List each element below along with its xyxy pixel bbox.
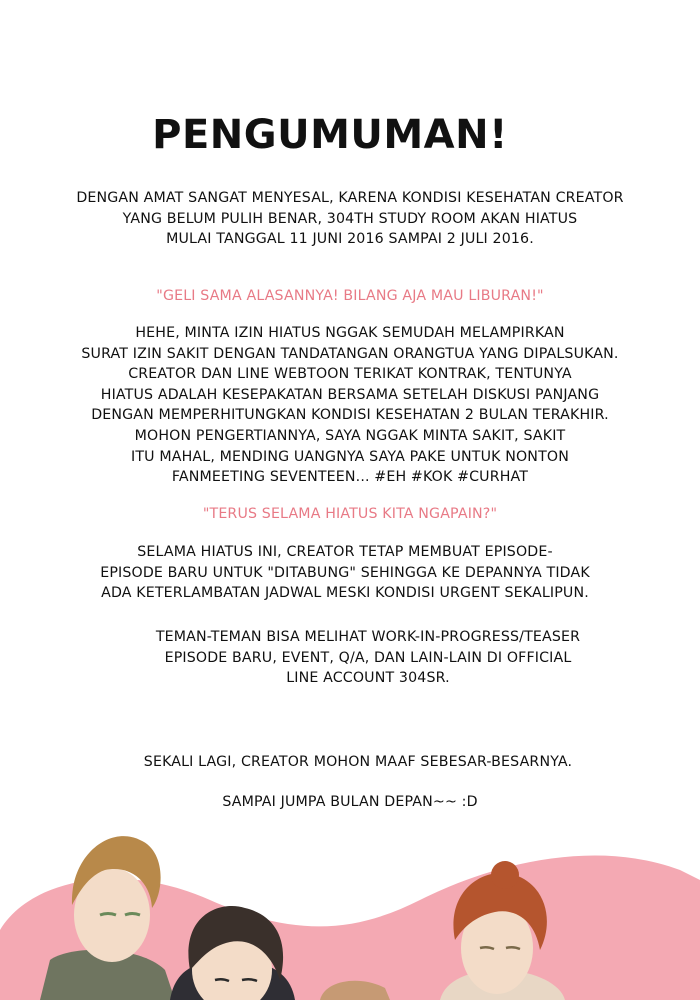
answer-2-line: ADA KETERLAMBATAN JADWAL MESKI KONDISI URGENT SEKALIPUN. [101,585,589,602]
answer-3-line: TEMAN-TEMAN BISA MELIHAT WORK-IN-PROGRESS/TEASER [155,629,581,645]
answer-2-line: SELAMA HIATUS INI, CREATOR TETAP MEMBUAT EPISODE- [137,544,553,560]
question-1: "GELI SAMA ALASANNYA! BILANG AJA MAU LIBURAN!" [156,288,544,304]
signoff: SAMPAI JUMPA BULAN DEPAN~~ :D [222,794,478,810]
closing-apology: SEKALI LAGI, CREATOR MOHON MAAF SEBESAR-BESARNYA. [143,754,573,770]
answer-1-line: FANMEETING SEVENTEEN... #EH #KOK #CURHAT [171,469,529,486]
answer-1-line: ITU MAHAL, MENDING UANGNYA SAYA PAKE UNTUK NONTON [131,448,569,465]
intro-line: MULAI TANGGAL 11 JUNI 2016 SAMPAI 2 JULI 2016. [166,231,534,248]
answer-2-line: EPISODE BARU UNTUK "DITABUNG" SEHINGGA KE DEPANNYA TIDAK [100,564,590,581]
answer-1-line: DENGAN MEMPERHITUNGKAN KONDISI KESEHATAN 2 BULAN TERAKHIR. [91,407,609,424]
answer-3-paragraph [18,627,700,689]
intro-paragraph [0,188,700,250]
answer-1-line: HEHE, MINTA IZIN HIATUS NGGAK SEMUDAH MELAMPIRKAN [135,325,565,341]
answer-1-line: SURAT IZIN SAKIT DENGAN TANDATANGAN ORANGTUA YANG DIPALSUKAN. [81,345,619,362]
answer-1-line: HIATUS ADALAH KESEPAKATAN BERSAMA SETELAH DISKUSI PANJANG [100,386,600,403]
answer-1-paragraph [0,323,700,488]
answer-2-paragraph [0,542,695,604]
intro-line: YANG BELUM PULIH BENAR, 304TH STUDY ROOM AKAN HIATUS [122,210,578,227]
answer-3-line: LINE ACCOUNT 304SR. [286,670,450,687]
announcement-title: PENGUMUMAN! [152,112,508,158]
intro-line: DENGAN AMAT SANGAT MENYESAL, KARENA KONDISI KESEHATAN CREATOR [76,190,624,206]
characters-illustration [0,820,700,1000]
answer-1-line: CREATOR DAN LINE WEBTOON TERIKAT KONTRAK, TENTUNYA [128,366,572,383]
answer-3-line: EPISODE BARU, EVENT, Q/A, DAN LAIN-LAIN DI OFFICIAL [164,649,572,666]
question-2: "TERUS SELAMA HIATUS KITA NGAPAIN?" [202,506,498,522]
answer-1-line: MOHON PENGERTIANNYA, SAYA NGGAK MINTA SAKIT, SAKIT [134,427,566,444]
